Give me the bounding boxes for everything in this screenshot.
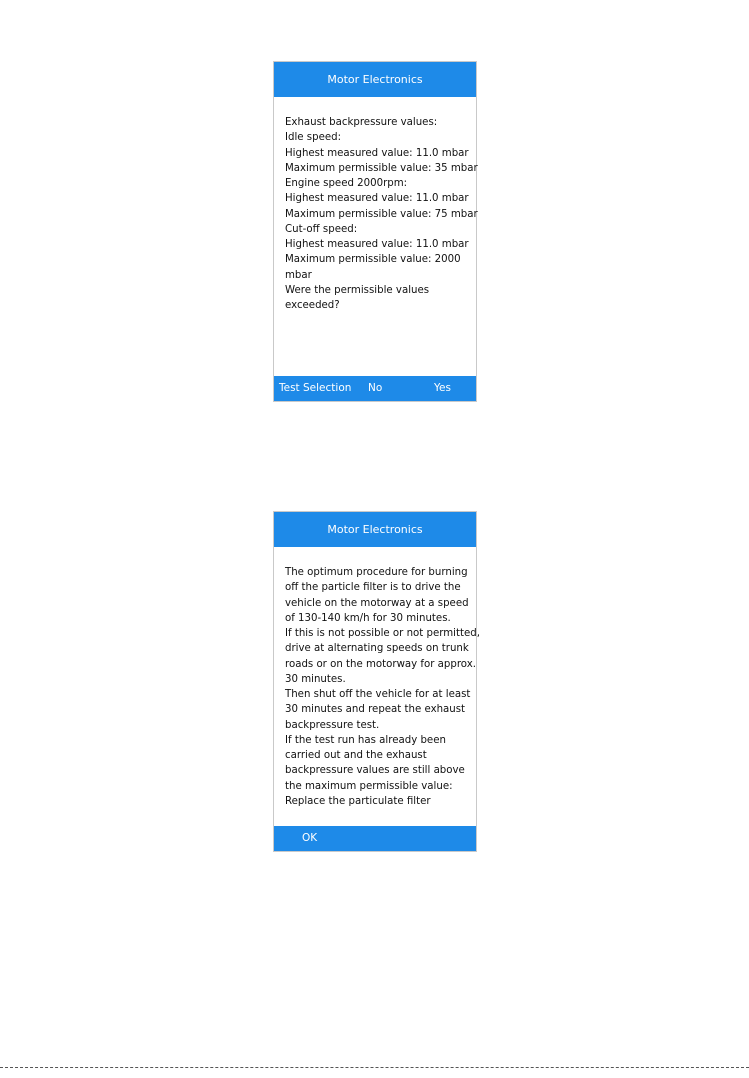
button-bar (274, 826, 476, 851)
message-line: Replace the particulate filter (285, 795, 431, 807)
page-divider (0, 1067, 749, 1068)
message-text (285, 565, 480, 809)
message-line: carried out and the exhaust (285, 750, 427, 761)
message-line: Highest measured value: 11.0 mbar (285, 193, 469, 205)
message-line: drive at alternating speeds on trunk (285, 643, 469, 655)
message-line: If the test run has already been (285, 734, 446, 746)
title-bar (274, 62, 476, 97)
message-line: the maximum permissible value: (285, 780, 453, 792)
message-line: Maximum permissible value: 35 mbar (285, 162, 478, 174)
screen-title: Motor Electronics (327, 73, 423, 86)
no-button[interactable]: No (368, 382, 383, 394)
message-text (285, 115, 478, 313)
message-line: backpressure values are still above (285, 765, 465, 777)
title-bar (274, 512, 476, 547)
message-line: Then shut off the vehicle for at least (285, 689, 471, 700)
message-line: The optimum procedure for burning (285, 567, 468, 578)
test-selection-button[interactable]: Test Selection (279, 382, 352, 394)
button-bar (274, 376, 476, 401)
message-line: 30 minutes and repeat the exhaust (285, 704, 466, 716)
message-line: Maximum permissible value: 75 mbar (285, 208, 478, 220)
message-line: backpressure test. (285, 719, 380, 731)
message-line: Idle speed: (285, 132, 342, 144)
message-line: Were the permissible values (285, 284, 430, 296)
message-line: If this is not possible or not permitted, (285, 628, 480, 639)
message-line: 30 minutes. (285, 673, 346, 685)
message-line: mbar (285, 269, 312, 281)
message-line: Exhaust backpressure values: (285, 117, 438, 128)
backpressure-values-screen (273, 61, 477, 402)
message-line: Engine speed 2000rpm: (285, 178, 408, 189)
screen-title: Motor Electronics (327, 523, 423, 536)
message-line: Cut-off speed: (285, 223, 358, 235)
message-line: off the particle filter is to drive the (285, 582, 461, 594)
message-line: of 130-140 km/h for 30 minutes. (285, 612, 451, 624)
message-line: Highest measured value: 11.0 mbar (285, 239, 469, 250)
message-line: roads or on the motorway for approx. (285, 658, 476, 670)
procedure-instructions-screen (273, 511, 480, 852)
message-line: Highest measured value: 11.0 mbar (285, 147, 469, 159)
yes-button[interactable]: Yes (434, 382, 451, 394)
ok-button[interactable]: OK (302, 832, 318, 844)
message-line: vehicle on the motorway at a speed (285, 597, 469, 609)
message-line: exceeded? (285, 300, 340, 311)
message-line: Maximum permissible value: 2000 (285, 254, 461, 266)
